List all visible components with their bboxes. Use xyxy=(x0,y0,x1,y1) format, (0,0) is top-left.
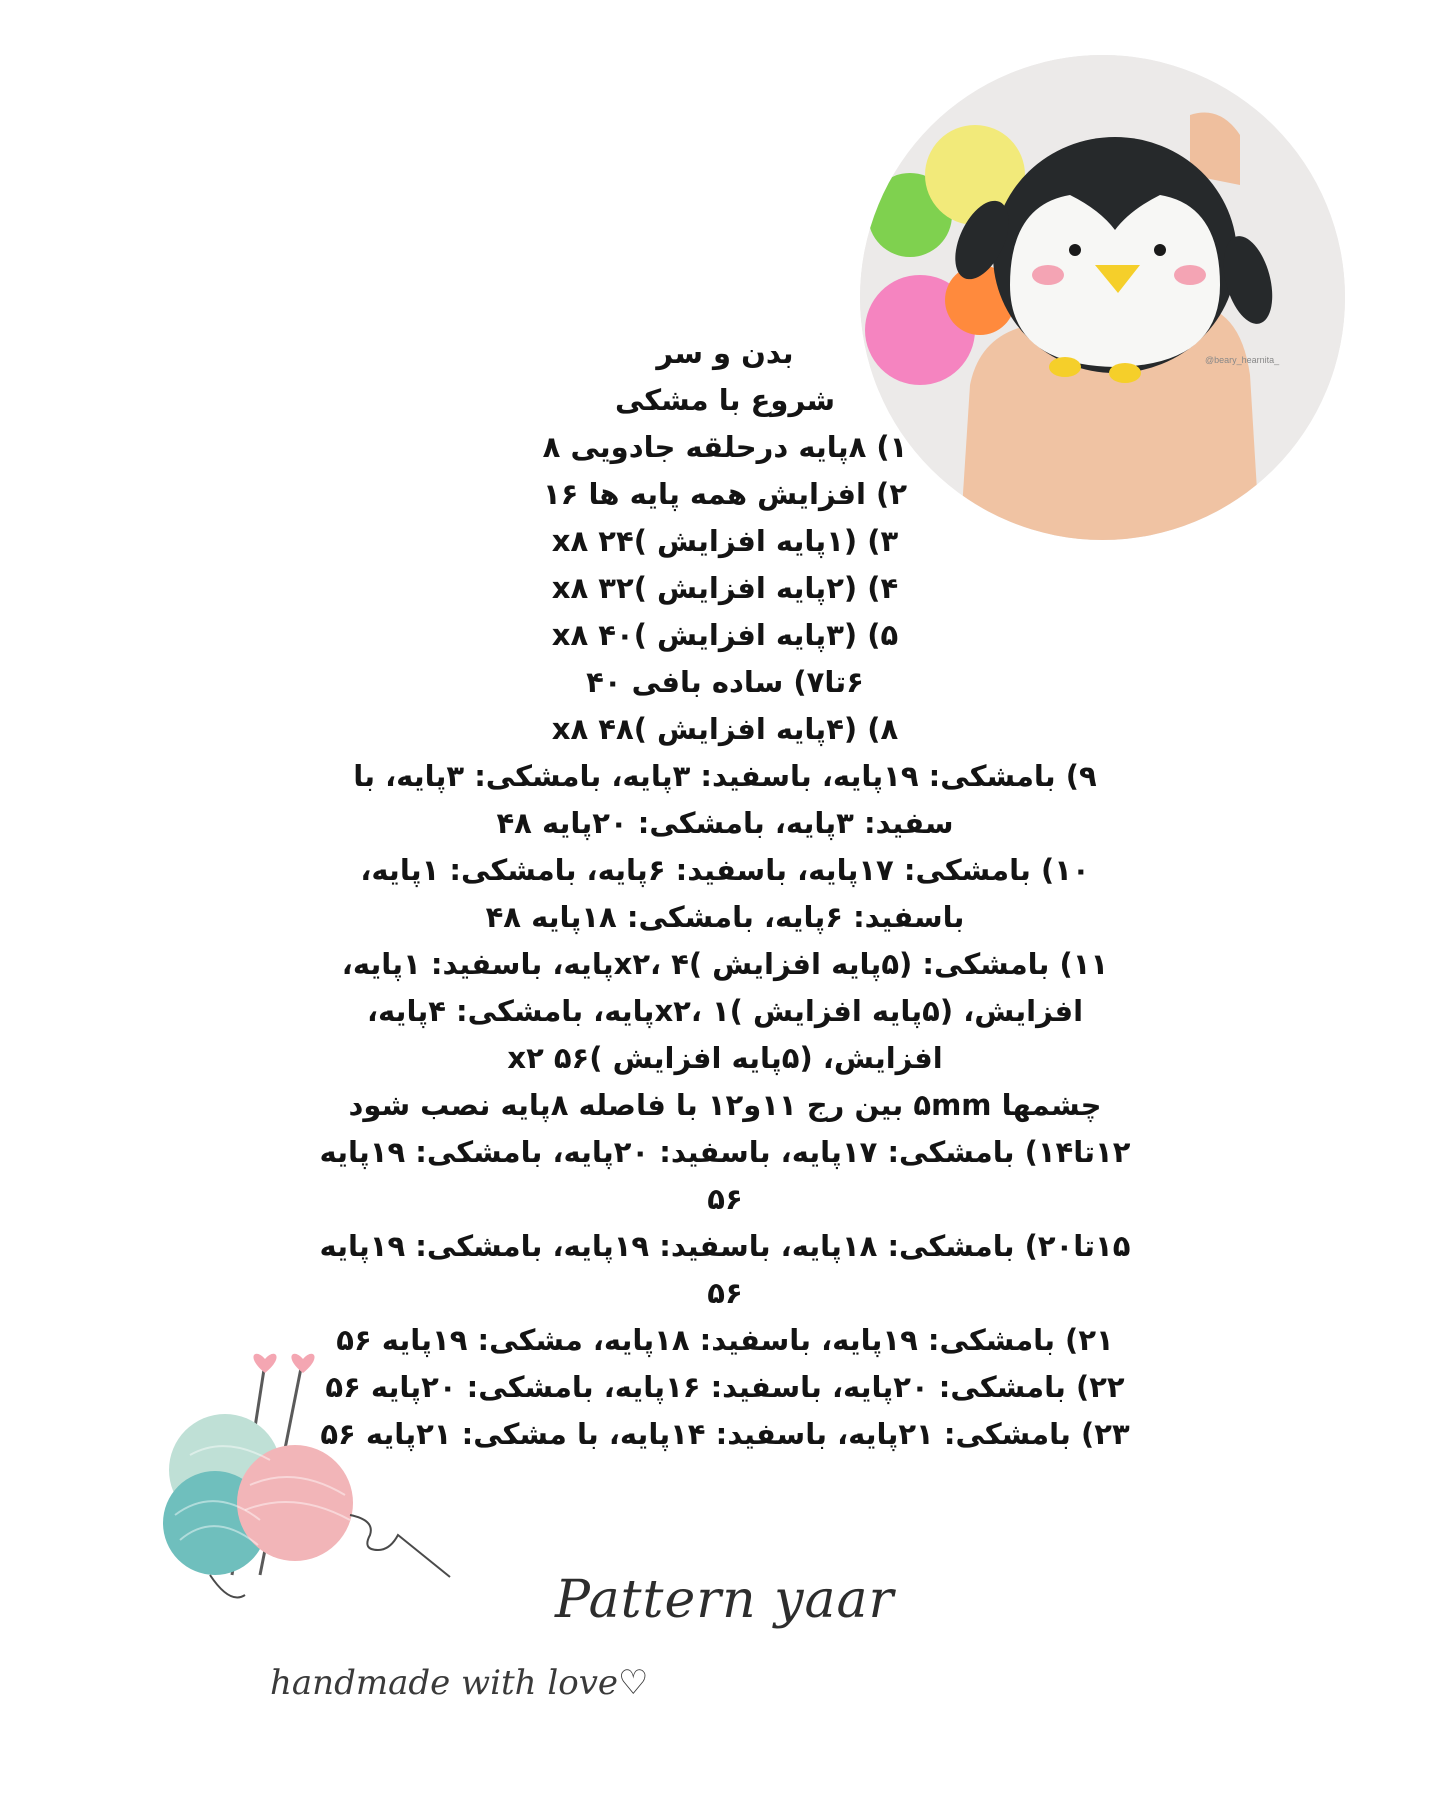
penguin-eye-left xyxy=(1069,244,1081,256)
pattern-row: ۵۶ xyxy=(707,1182,743,1216)
pattern-row: ۱۱) بامشکی: (۵پایه افزایش )x۲، ۴پایه، باسفید: ۱پایه، xyxy=(341,947,1109,981)
pattern-row: ۶تا۷) ساده بافی ۴۰ xyxy=(586,665,864,699)
penguin-cheek-left xyxy=(1032,265,1064,285)
pattern-text xyxy=(310,330,1140,1458)
pattern-row: ۵۶ xyxy=(707,1276,743,1310)
brand-tagline: handmade with love♡ xyxy=(270,1663,649,1703)
pattern-row: ۳) (۱پایه افزایش )x۸ ۲۴ xyxy=(551,524,899,558)
brand-name: Pattern yaar xyxy=(555,1570,895,1630)
pattern-row: ۱۰) بامشکی: ۱۷پایه، باسفید: ۶پایه، بامشکی: ۱پایه، xyxy=(360,853,1090,887)
pattern-yaar-logo xyxy=(150,1345,895,1705)
pattern-row: ۲) افزایش همه پایه ها ۱۶ xyxy=(542,477,908,511)
pattern-row: ۲۲) بامشکی: ۲۰پایه، باسفید: ۱۶پایه، بامشکی: ۲۰پایه ۵۶ xyxy=(325,1370,1125,1404)
pattern-title: بدن و سر xyxy=(656,336,794,370)
pattern-row: ۱۲تا۱۴) بامشکی: ۱۷پایه، باسفید: ۲۰پایه، بامشکی: ۱۹پایه xyxy=(319,1135,1131,1169)
pattern-row: چشمها ۵mm بین رج ۱۱و۱۲ با فاصله ۸پایه نصب شود xyxy=(348,1088,1102,1122)
pattern-row: ۱) ۸پایه درحلقه جادویی ۸ xyxy=(542,430,908,464)
pattern-row: افزایش، (۵پایه افزایش )x۲، ۱پایه، بامشکی: ۴پایه، xyxy=(366,994,1084,1028)
pattern-subtitle: شروع با مشکی xyxy=(614,383,836,417)
photo-watermark: @beary_hearnita_ xyxy=(1205,355,1280,365)
penguin-cheek-right xyxy=(1174,265,1206,285)
pattern-row: باسفید: ۶پایه، بامشکی: ۱۸پایه ۴۸ xyxy=(485,900,965,934)
heart-icon xyxy=(253,1354,276,1373)
pattern-row: ۱۵تا۲۰) بامشکی: ۱۸پایه، باسفید: ۱۹پایه، بامشکی: ۱۹پایه xyxy=(319,1229,1131,1263)
pattern-row: سفید: ۳پایه، بامشکی: ۲۰پایه ۴۸ xyxy=(496,806,954,840)
pattern-row: ۲۱) بامشکی: ۱۹پایه، باسفید: ۱۸پایه، مشکی: ۱۹پایه ۵۶ xyxy=(336,1323,1114,1357)
pattern-row: ۴) (۲پایه افزایش )x۸ ۳۲ xyxy=(551,571,899,605)
pattern-row: ۹) بامشکی: ۱۹پایه، باسفید: ۳پایه، بامشکی: ۳پایه، با xyxy=(353,759,1097,793)
pattern-row: ۵) (۳پایه افزایش )x۸ ۴۰ xyxy=(551,618,899,652)
penguin-eye-right xyxy=(1154,244,1166,256)
pattern-row: افزایش، (۵پایه افزایش )x۲ ۵۶ xyxy=(507,1041,943,1075)
heart-icon xyxy=(291,1354,314,1373)
pattern-row: ۸) (۴پایه افزایش )x۸ ۴۸ xyxy=(551,712,899,746)
yarn-logo-icon xyxy=(150,1345,790,1705)
pattern-row: ۲۳) بامشکی: ۲۱پایه، باسفید: ۱۴پایه، با مشکی: ۲۱پایه ۵۶ xyxy=(320,1417,1130,1451)
